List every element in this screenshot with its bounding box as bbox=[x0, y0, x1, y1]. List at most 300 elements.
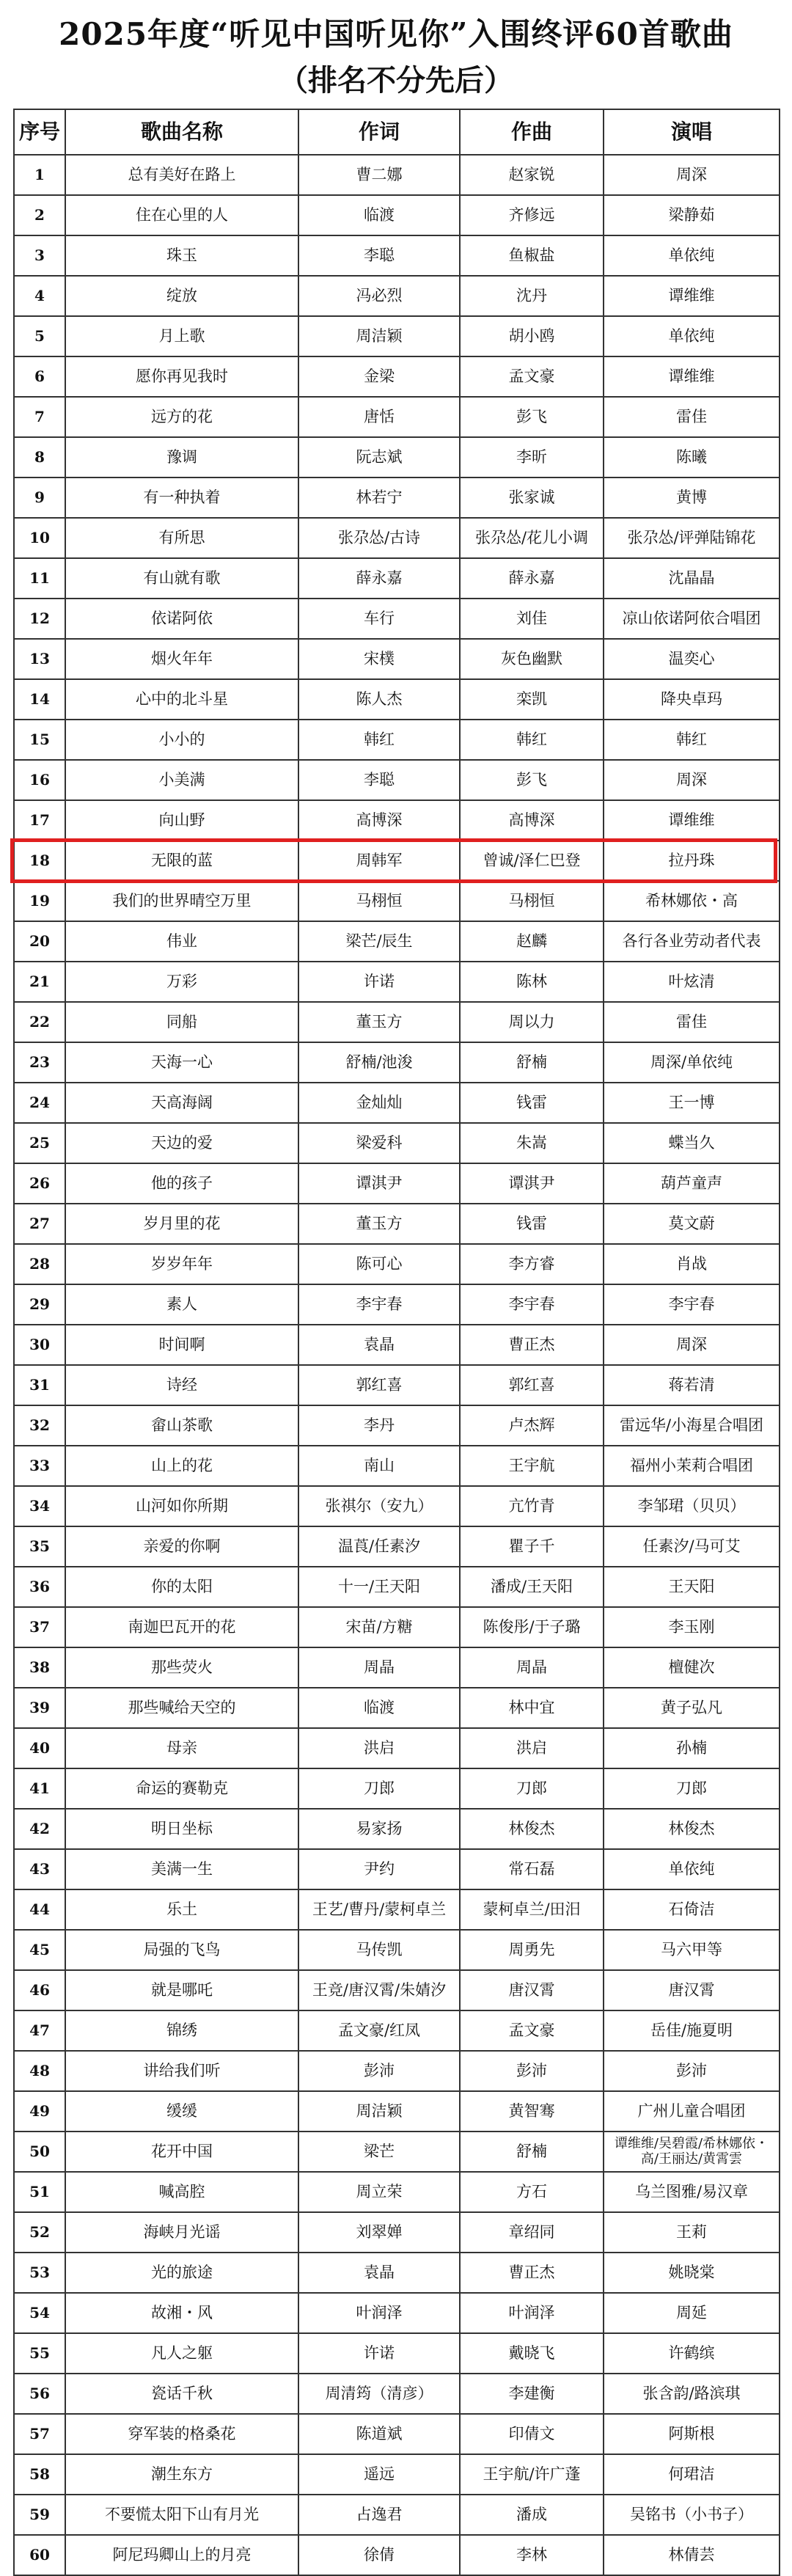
table-row bbox=[14, 599, 780, 639]
cell-number: 49 bbox=[14, 2091, 65, 2132]
cell-lyricist: 舒楠/池浚 bbox=[298, 1042, 460, 1083]
cell-singer: 希林娜依・高 bbox=[604, 881, 780, 921]
cell-song-name: 伟业 bbox=[65, 921, 298, 962]
cell-number: 29 bbox=[14, 1284, 65, 1325]
cell-number: 2 bbox=[14, 195, 65, 235]
cell-singer: 林倩芸 bbox=[604, 2535, 780, 2575]
cell-composer: 方石 bbox=[460, 2172, 604, 2212]
cell-composer: 瞿子千 bbox=[460, 1526, 604, 1567]
cell-lyricist: 许诺 bbox=[298, 962, 460, 1002]
table-row bbox=[14, 1849, 780, 1889]
table-row bbox=[14, 437, 780, 477]
table-row bbox=[14, 1486, 780, 1526]
cell-singer: 梁静茹 bbox=[604, 195, 780, 235]
cell-composer: 胡小鸥 bbox=[460, 316, 604, 356]
cell-lyricist: 李聪 bbox=[298, 760, 460, 800]
page-subtitle: （排名不分先后） bbox=[279, 63, 513, 98]
table-row bbox=[14, 316, 780, 356]
cell-singer: 周深/单依纯 bbox=[604, 1042, 780, 1083]
table-row bbox=[14, 720, 780, 760]
cell-singer: 周延 bbox=[604, 2293, 780, 2333]
cell-composer: 刘佳 bbox=[460, 599, 604, 639]
table-row bbox=[14, 1567, 780, 1607]
cell-composer: 张尕怂/花儿小调 bbox=[460, 518, 604, 558]
table-row bbox=[14, 155, 780, 195]
cell-song-name: 局强的飞鸟 bbox=[65, 1930, 298, 1970]
cell-singer: 陈曦 bbox=[604, 437, 780, 477]
cell-number: 7 bbox=[14, 397, 65, 437]
cell-lyricist: 周韩军 bbox=[298, 841, 460, 881]
cell-singer: 王一博 bbox=[604, 1083, 780, 1123]
header-number: 序号 bbox=[14, 109, 65, 155]
cell-song-name: 天边的爱 bbox=[65, 1123, 298, 1163]
cell-composer: 亢竹青 bbox=[460, 1486, 604, 1526]
cell-song-name: 亲爱的你啊 bbox=[65, 1526, 298, 1567]
cell-composer: 潘成 bbox=[460, 2495, 604, 2535]
cell-number: 27 bbox=[14, 1204, 65, 1244]
cell-song-name: 不要慌太阳下山有月光 bbox=[65, 2495, 298, 2535]
cell-lyricist: 周洁颖 bbox=[298, 2091, 460, 2132]
table-row bbox=[14, 1163, 780, 1204]
table-row bbox=[14, 1244, 780, 1284]
cell-lyricist: 谭淇尹 bbox=[298, 1163, 460, 1204]
cell-number: 10 bbox=[14, 518, 65, 558]
cell-singer: 蝶当久 bbox=[604, 1123, 780, 1163]
cell-singer: 许鹤缤 bbox=[604, 2333, 780, 2374]
cell-number: 6 bbox=[14, 356, 65, 397]
table-row bbox=[14, 558, 780, 599]
cell-number: 53 bbox=[14, 2253, 65, 2293]
table-row bbox=[14, 1002, 780, 1042]
table-row bbox=[14, 2253, 780, 2293]
cell-composer: 李宇春 bbox=[460, 1284, 604, 1325]
cell-composer: 章绍同 bbox=[460, 2212, 604, 2253]
cell-lyricist: 韩红 bbox=[298, 720, 460, 760]
cell-singer: 张含韵/路滨琪 bbox=[604, 2374, 780, 2414]
cell-number: 37 bbox=[14, 1607, 65, 1647]
cell-number: 26 bbox=[14, 1163, 65, 1204]
table-row bbox=[14, 235, 780, 276]
cell-composer: 彭飞 bbox=[460, 397, 604, 437]
cell-number: 55 bbox=[14, 2333, 65, 2374]
cell-composer: 刀郎 bbox=[460, 1768, 604, 1809]
cell-composer: 郭红喜 bbox=[460, 1365, 604, 1405]
cell-composer: 王宇航/许广蓬 bbox=[460, 2454, 604, 2495]
table-row bbox=[14, 2091, 780, 2132]
cell-singer: 拉丹珠 bbox=[604, 841, 780, 881]
table-row bbox=[14, 1526, 780, 1567]
table-row bbox=[14, 1123, 780, 1163]
cell-lyricist: 董玉方 bbox=[298, 1204, 460, 1244]
table-row bbox=[14, 518, 780, 558]
cell-composer: 李方睿 bbox=[460, 1244, 604, 1284]
cell-lyricist: 李聪 bbox=[298, 235, 460, 276]
table-header-row bbox=[14, 109, 780, 155]
cell-lyricist: 冯必烈 bbox=[298, 276, 460, 316]
cell-number: 50 bbox=[14, 2132, 65, 2172]
cell-singer: 单依纯 bbox=[604, 1849, 780, 1889]
cell-singer: 何珺洁 bbox=[604, 2454, 780, 2495]
cell-lyricist: 临渡 bbox=[298, 1688, 460, 1728]
cell-lyricist: 郭红喜 bbox=[298, 1365, 460, 1405]
cell-composer: 赵家锐 bbox=[460, 155, 604, 195]
cell-singer: 莫文蔚 bbox=[604, 1204, 780, 1244]
cell-lyricist: 宋苗/方糖 bbox=[298, 1607, 460, 1647]
table-row bbox=[14, 2212, 780, 2253]
cell-composer: 洪启 bbox=[460, 1728, 604, 1768]
cell-number: 52 bbox=[14, 2212, 65, 2253]
cell-lyricist: 温莨/任素汐 bbox=[298, 1526, 460, 1567]
cell-singer: 雷佳 bbox=[604, 397, 780, 437]
cell-song-name: 就是哪吒 bbox=[65, 1970, 298, 2010]
cell-singer: 雷佳 bbox=[604, 1002, 780, 1042]
page-title: 2025年度“听见中国听见你”入围终评60首歌曲 bbox=[59, 16, 733, 52]
cell-song-name: 月上歌 bbox=[65, 316, 298, 356]
cell-lyricist: 李丹 bbox=[298, 1405, 460, 1446]
cell-song-name: 向山野 bbox=[65, 800, 298, 841]
table-row bbox=[14, 1284, 780, 1325]
cell-number: 44 bbox=[14, 1889, 65, 1930]
cell-number: 41 bbox=[14, 1768, 65, 1809]
cell-singer: 周深 bbox=[604, 760, 780, 800]
cell-composer: 孟文豪 bbox=[460, 356, 604, 397]
cell-number: 28 bbox=[14, 1244, 65, 1284]
cell-number: 47 bbox=[14, 2010, 65, 2051]
cell-composer: 灰色幽默 bbox=[460, 639, 604, 679]
cell-song-name: 小小的 bbox=[65, 720, 298, 760]
cell-lyricist: 遥远 bbox=[298, 2454, 460, 2495]
cell-composer: 舒楠 bbox=[460, 2132, 604, 2172]
cell-lyricist: 袁晶 bbox=[298, 1325, 460, 1365]
cell-song-name: 珠玉 bbox=[65, 235, 298, 276]
table-row bbox=[14, 1325, 780, 1365]
cell-number: 16 bbox=[14, 760, 65, 800]
cell-song-name: 明日坐标 bbox=[65, 1809, 298, 1849]
cell-singer: 王莉 bbox=[604, 2212, 780, 2253]
cell-song-name: 南迦巴瓦开的花 bbox=[65, 1607, 298, 1647]
cell-composer: 周以力 bbox=[460, 1002, 604, 1042]
cell-lyricist: 叶润泽 bbox=[298, 2293, 460, 2333]
cell-number: 40 bbox=[14, 1728, 65, 1768]
cell-number: 8 bbox=[14, 437, 65, 477]
cell-singer: 吴铭书（小书子） bbox=[604, 2495, 780, 2535]
cell-singer: 张尕怂/评弹陆锦花 bbox=[604, 518, 780, 558]
cell-song-name: 岁月里的花 bbox=[65, 1204, 298, 1244]
table-row bbox=[14, 760, 780, 800]
table-row bbox=[14, 2132, 780, 2172]
cell-song-name: 愿你再见我时 bbox=[65, 356, 298, 397]
table-row bbox=[14, 397, 780, 437]
cell-number: 45 bbox=[14, 1930, 65, 1970]
cell-composer: 林中宜 bbox=[460, 1688, 604, 1728]
cell-composer: 周晶 bbox=[460, 1647, 604, 1688]
cell-number: 4 bbox=[14, 276, 65, 316]
cell-song-name: 花开中国 bbox=[65, 2132, 298, 2172]
cell-singer: 肖战 bbox=[604, 1244, 780, 1284]
cell-song-name: 绽放 bbox=[65, 276, 298, 316]
cell-number: 1 bbox=[14, 155, 65, 195]
cell-composer: 林俊杰 bbox=[460, 1809, 604, 1849]
cell-singer: 王天阳 bbox=[604, 1567, 780, 1607]
cell-song-name: 美满一生 bbox=[65, 1849, 298, 1889]
cell-number: 25 bbox=[14, 1123, 65, 1163]
cell-singer: 葫芦童声 bbox=[604, 1163, 780, 1204]
cell-song-name: 素人 bbox=[65, 1284, 298, 1325]
cell-singer: 唐汉霄 bbox=[604, 1970, 780, 2010]
cell-song-name: 有山就有歌 bbox=[65, 558, 298, 599]
cell-lyricist: 张尕怂/古诗 bbox=[298, 518, 460, 558]
cell-song-name: 锦绣 bbox=[65, 2010, 298, 2051]
cell-song-name: 远方的花 bbox=[65, 397, 298, 437]
cell-song-name: 畲山茶歌 bbox=[65, 1405, 298, 1446]
cell-singer: 孙楠 bbox=[604, 1728, 780, 1768]
cell-song-name: 他的孩子 bbox=[65, 1163, 298, 1204]
cell-song-name: 万彩 bbox=[65, 962, 298, 1002]
cell-lyricist: 尹约 bbox=[298, 1849, 460, 1889]
cell-composer: 李建衡 bbox=[460, 2374, 604, 2414]
cell-singer: 周深 bbox=[604, 155, 780, 195]
cell-composer: 潘成/王天阳 bbox=[460, 1567, 604, 1607]
cell-number: 5 bbox=[14, 316, 65, 356]
cell-lyricist: 陈人杰 bbox=[298, 679, 460, 720]
cell-singer: 福州小茉莉合唱团 bbox=[604, 1446, 780, 1486]
cell-song-name: 无限的蓝 bbox=[65, 841, 298, 881]
cell-lyricist: 袁晶 bbox=[298, 2253, 460, 2293]
cell-composer: 曾诚/泽仁巴登 bbox=[460, 841, 604, 881]
table-row bbox=[14, 1809, 780, 1849]
cell-number: 12 bbox=[14, 599, 65, 639]
cell-song-name: 那些荧火 bbox=[65, 1647, 298, 1688]
table-row bbox=[14, 1768, 780, 1809]
cell-number: 56 bbox=[14, 2374, 65, 2414]
cell-composer: 黄智骞 bbox=[460, 2091, 604, 2132]
table-row bbox=[14, 1889, 780, 1930]
cell-number: 9 bbox=[14, 477, 65, 518]
cell-lyricist: 陈可心 bbox=[298, 1244, 460, 1284]
cell-number: 35 bbox=[14, 1526, 65, 1567]
cell-singer: 单依纯 bbox=[604, 235, 780, 276]
cell-number: 21 bbox=[14, 962, 65, 1002]
cell-lyricist: 刀郎 bbox=[298, 1768, 460, 1809]
cell-lyricist: 陈道斌 bbox=[298, 2414, 460, 2454]
cell-composer: 栾凯 bbox=[460, 679, 604, 720]
cell-lyricist: 宋樸 bbox=[298, 639, 460, 679]
header-lyricist: 作词 bbox=[298, 109, 460, 155]
cell-singer: 谭维维 bbox=[604, 276, 780, 316]
cell-lyricist: 王艺/曹丹/蒙柯卓兰 bbox=[298, 1889, 460, 1930]
cell-song-name: 缓缓 bbox=[65, 2091, 298, 2132]
cell-singer: 李邹珺（贝贝） bbox=[604, 1486, 780, 1526]
cell-song-name: 天海一心 bbox=[65, 1042, 298, 1083]
table-row bbox=[14, 1204, 780, 1244]
cell-lyricist: 马栩恒 bbox=[298, 881, 460, 921]
table-row bbox=[14, 2495, 780, 2535]
cell-number: 32 bbox=[14, 1405, 65, 1446]
cell-lyricist: 薛永嘉 bbox=[298, 558, 460, 599]
cell-song-name: 乐土 bbox=[65, 1889, 298, 1930]
cell-number: 42 bbox=[14, 1809, 65, 1849]
cell-lyricist: 梁爱科 bbox=[298, 1123, 460, 1163]
cell-song-name: 海峡月光谣 bbox=[65, 2212, 298, 2253]
cell-number: 38 bbox=[14, 1647, 65, 1688]
cell-lyricist: 车行 bbox=[298, 599, 460, 639]
cell-number: 11 bbox=[14, 558, 65, 599]
cell-singer: 谭维维 bbox=[604, 800, 780, 841]
cell-singer: 阿斯根 bbox=[604, 2414, 780, 2454]
cell-lyricist: 梁芒/辰生 bbox=[298, 921, 460, 962]
cell-lyricist: 阮志斌 bbox=[298, 437, 460, 477]
cell-singer: 彭沛 bbox=[604, 2051, 780, 2091]
cell-number: 17 bbox=[14, 800, 65, 841]
table-row bbox=[14, 2051, 780, 2091]
cell-song-name: 故湘・风 bbox=[65, 2293, 298, 2333]
cell-composer: 孟文豪 bbox=[460, 2010, 604, 2051]
cell-composer: 高博深 bbox=[460, 800, 604, 841]
table-row bbox=[14, 1446, 780, 1486]
cell-composer: 陈俊彤/于子璐 bbox=[460, 1607, 604, 1647]
cell-number: 36 bbox=[14, 1567, 65, 1607]
cell-number: 3 bbox=[14, 235, 65, 276]
cell-song-name: 依诺阿依 bbox=[65, 599, 298, 639]
cell-singer: 韩红 bbox=[604, 720, 780, 760]
table-row bbox=[14, 1405, 780, 1446]
cell-lyricist: 张祺尔（安九） bbox=[298, 1486, 460, 1526]
table-row bbox=[14, 1688, 780, 1728]
cell-number: 46 bbox=[14, 1970, 65, 2010]
cell-number: 20 bbox=[14, 921, 65, 962]
cell-singer: 降央卓玛 bbox=[604, 679, 780, 720]
cell-lyricist: 十一/王天阳 bbox=[298, 1567, 460, 1607]
cell-number: 43 bbox=[14, 1849, 65, 1889]
cell-lyricist: 彭沛 bbox=[298, 2051, 460, 2091]
cell-song-name: 凡人之躯 bbox=[65, 2333, 298, 2374]
table-row bbox=[14, 195, 780, 235]
cell-song-name: 心中的北斗星 bbox=[65, 679, 298, 720]
cell-number: 60 bbox=[14, 2535, 65, 2575]
cell-song-name: 天高海阔 bbox=[65, 1083, 298, 1123]
cell-lyricist: 董玉方 bbox=[298, 1002, 460, 1042]
cell-lyricist: 孟文豪/红凤 bbox=[298, 2010, 460, 2051]
table-row bbox=[14, 679, 780, 720]
cell-song-name: 总有美好在路上 bbox=[65, 155, 298, 195]
table-row bbox=[14, 1970, 780, 2010]
table-row bbox=[14, 356, 780, 397]
table-row bbox=[14, 2293, 780, 2333]
cell-lyricist: 临渡 bbox=[298, 195, 460, 235]
cell-singer: 刀郎 bbox=[604, 1768, 780, 1809]
table-row bbox=[14, 276, 780, 316]
table-row bbox=[14, 841, 780, 881]
cell-composer: 沈丹 bbox=[460, 276, 604, 316]
cell-number: 22 bbox=[14, 1002, 65, 1042]
cell-composer: 戴晓飞 bbox=[460, 2333, 604, 2374]
cell-number: 14 bbox=[14, 679, 65, 720]
cell-song-name: 小美满 bbox=[65, 760, 298, 800]
cell-composer: 陈林 bbox=[460, 962, 604, 1002]
cell-composer: 常石磊 bbox=[460, 1849, 604, 1889]
cell-song-name: 母亲 bbox=[65, 1728, 298, 1768]
cell-number: 51 bbox=[14, 2172, 65, 2212]
cell-lyricist: 周晶 bbox=[298, 1647, 460, 1688]
cell-lyricist: 马传凯 bbox=[298, 1930, 460, 1970]
cell-composer: 舒楠 bbox=[460, 1042, 604, 1083]
table-row bbox=[14, 800, 780, 841]
cell-number: 54 bbox=[14, 2293, 65, 2333]
cell-song-name: 喊高腔 bbox=[65, 2172, 298, 2212]
table-row bbox=[14, 2374, 780, 2414]
table-row bbox=[14, 921, 780, 962]
cell-lyricist: 周立荣 bbox=[298, 2172, 460, 2212]
table-row bbox=[14, 2454, 780, 2495]
cell-number: 34 bbox=[14, 1486, 65, 1526]
cell-number: 59 bbox=[14, 2495, 65, 2535]
cell-lyricist: 金梁 bbox=[298, 356, 460, 397]
cell-lyricist: 高博深 bbox=[298, 800, 460, 841]
cell-singer: 李宇春 bbox=[604, 1284, 780, 1325]
cell-song-name: 诗经 bbox=[65, 1365, 298, 1405]
cell-lyricist: 曹二娜 bbox=[298, 155, 460, 195]
cell-song-name: 岁岁年年 bbox=[65, 1244, 298, 1284]
cell-song-name: 命运的赛勒克 bbox=[65, 1768, 298, 1809]
cell-singer: 谭维维/吴碧霞/希林娜依・高/王丽达/黄霄雲 bbox=[604, 2132, 780, 2172]
cell-song-name: 你的太阳 bbox=[65, 1567, 298, 1607]
cell-singer: 任素汐/马可艾 bbox=[604, 1526, 780, 1567]
table-body bbox=[14, 155, 780, 2575]
header-singer: 演唱 bbox=[604, 109, 780, 155]
cell-composer: 曹正杰 bbox=[460, 2253, 604, 2293]
cell-number: 15 bbox=[14, 720, 65, 760]
cell-composer: 谭淇尹 bbox=[460, 1163, 604, 1204]
cell-composer: 曹正杰 bbox=[460, 1325, 604, 1365]
cell-singer: 石倚洁 bbox=[604, 1889, 780, 1930]
cell-song-name: 时间啊 bbox=[65, 1325, 298, 1365]
cell-singer: 蒋若清 bbox=[604, 1365, 780, 1405]
cell-number: 58 bbox=[14, 2454, 65, 2495]
cell-song-name: 有所思 bbox=[65, 518, 298, 558]
cell-composer: 钱雷 bbox=[460, 1204, 604, 1244]
cell-lyricist: 易家扬 bbox=[298, 1809, 460, 1849]
cell-composer: 张家诚 bbox=[460, 477, 604, 518]
cell-song-name: 光的旅途 bbox=[65, 2253, 298, 2293]
cell-lyricist: 许诺 bbox=[298, 2333, 460, 2374]
cell-singer: 雷远华/小海星合唱团 bbox=[604, 1405, 780, 1446]
cell-song-name: 山河如你所期 bbox=[65, 1486, 298, 1526]
cell-singer: 温奕心 bbox=[604, 639, 780, 679]
cell-lyricist: 金灿灿 bbox=[298, 1083, 460, 1123]
table-row bbox=[14, 1647, 780, 1688]
cell-composer: 鱼椒盐 bbox=[460, 235, 604, 276]
table-row bbox=[14, 881, 780, 921]
cell-number: 39 bbox=[14, 1688, 65, 1728]
cell-singer: 李玉刚 bbox=[604, 1607, 780, 1647]
table-row bbox=[14, 2414, 780, 2454]
header-composer: 作曲 bbox=[460, 109, 604, 155]
cell-song-name: 那些喊给天空的 bbox=[65, 1688, 298, 1728]
cell-song-name: 烟火年年 bbox=[65, 639, 298, 679]
cell-singer: 周深 bbox=[604, 1325, 780, 1365]
cell-lyricist: 周清筠（清彦） bbox=[298, 2374, 460, 2414]
cell-composer: 朱嵩 bbox=[460, 1123, 604, 1163]
cell-lyricist: 南山 bbox=[298, 1446, 460, 1486]
cell-composer: 钱雷 bbox=[460, 1083, 604, 1123]
table-row bbox=[14, 2172, 780, 2212]
cell-composer: 齐修远 bbox=[460, 195, 604, 235]
cell-song-name: 穿军装的格桑花 bbox=[65, 2414, 298, 2454]
cell-singer: 黄子弘凡 bbox=[604, 1688, 780, 1728]
cell-composer: 薛永嘉 bbox=[460, 558, 604, 599]
cell-song-name: 住在心里的人 bbox=[65, 195, 298, 235]
cell-song-name: 阿尼玛卿山上的月亮 bbox=[65, 2535, 298, 2575]
